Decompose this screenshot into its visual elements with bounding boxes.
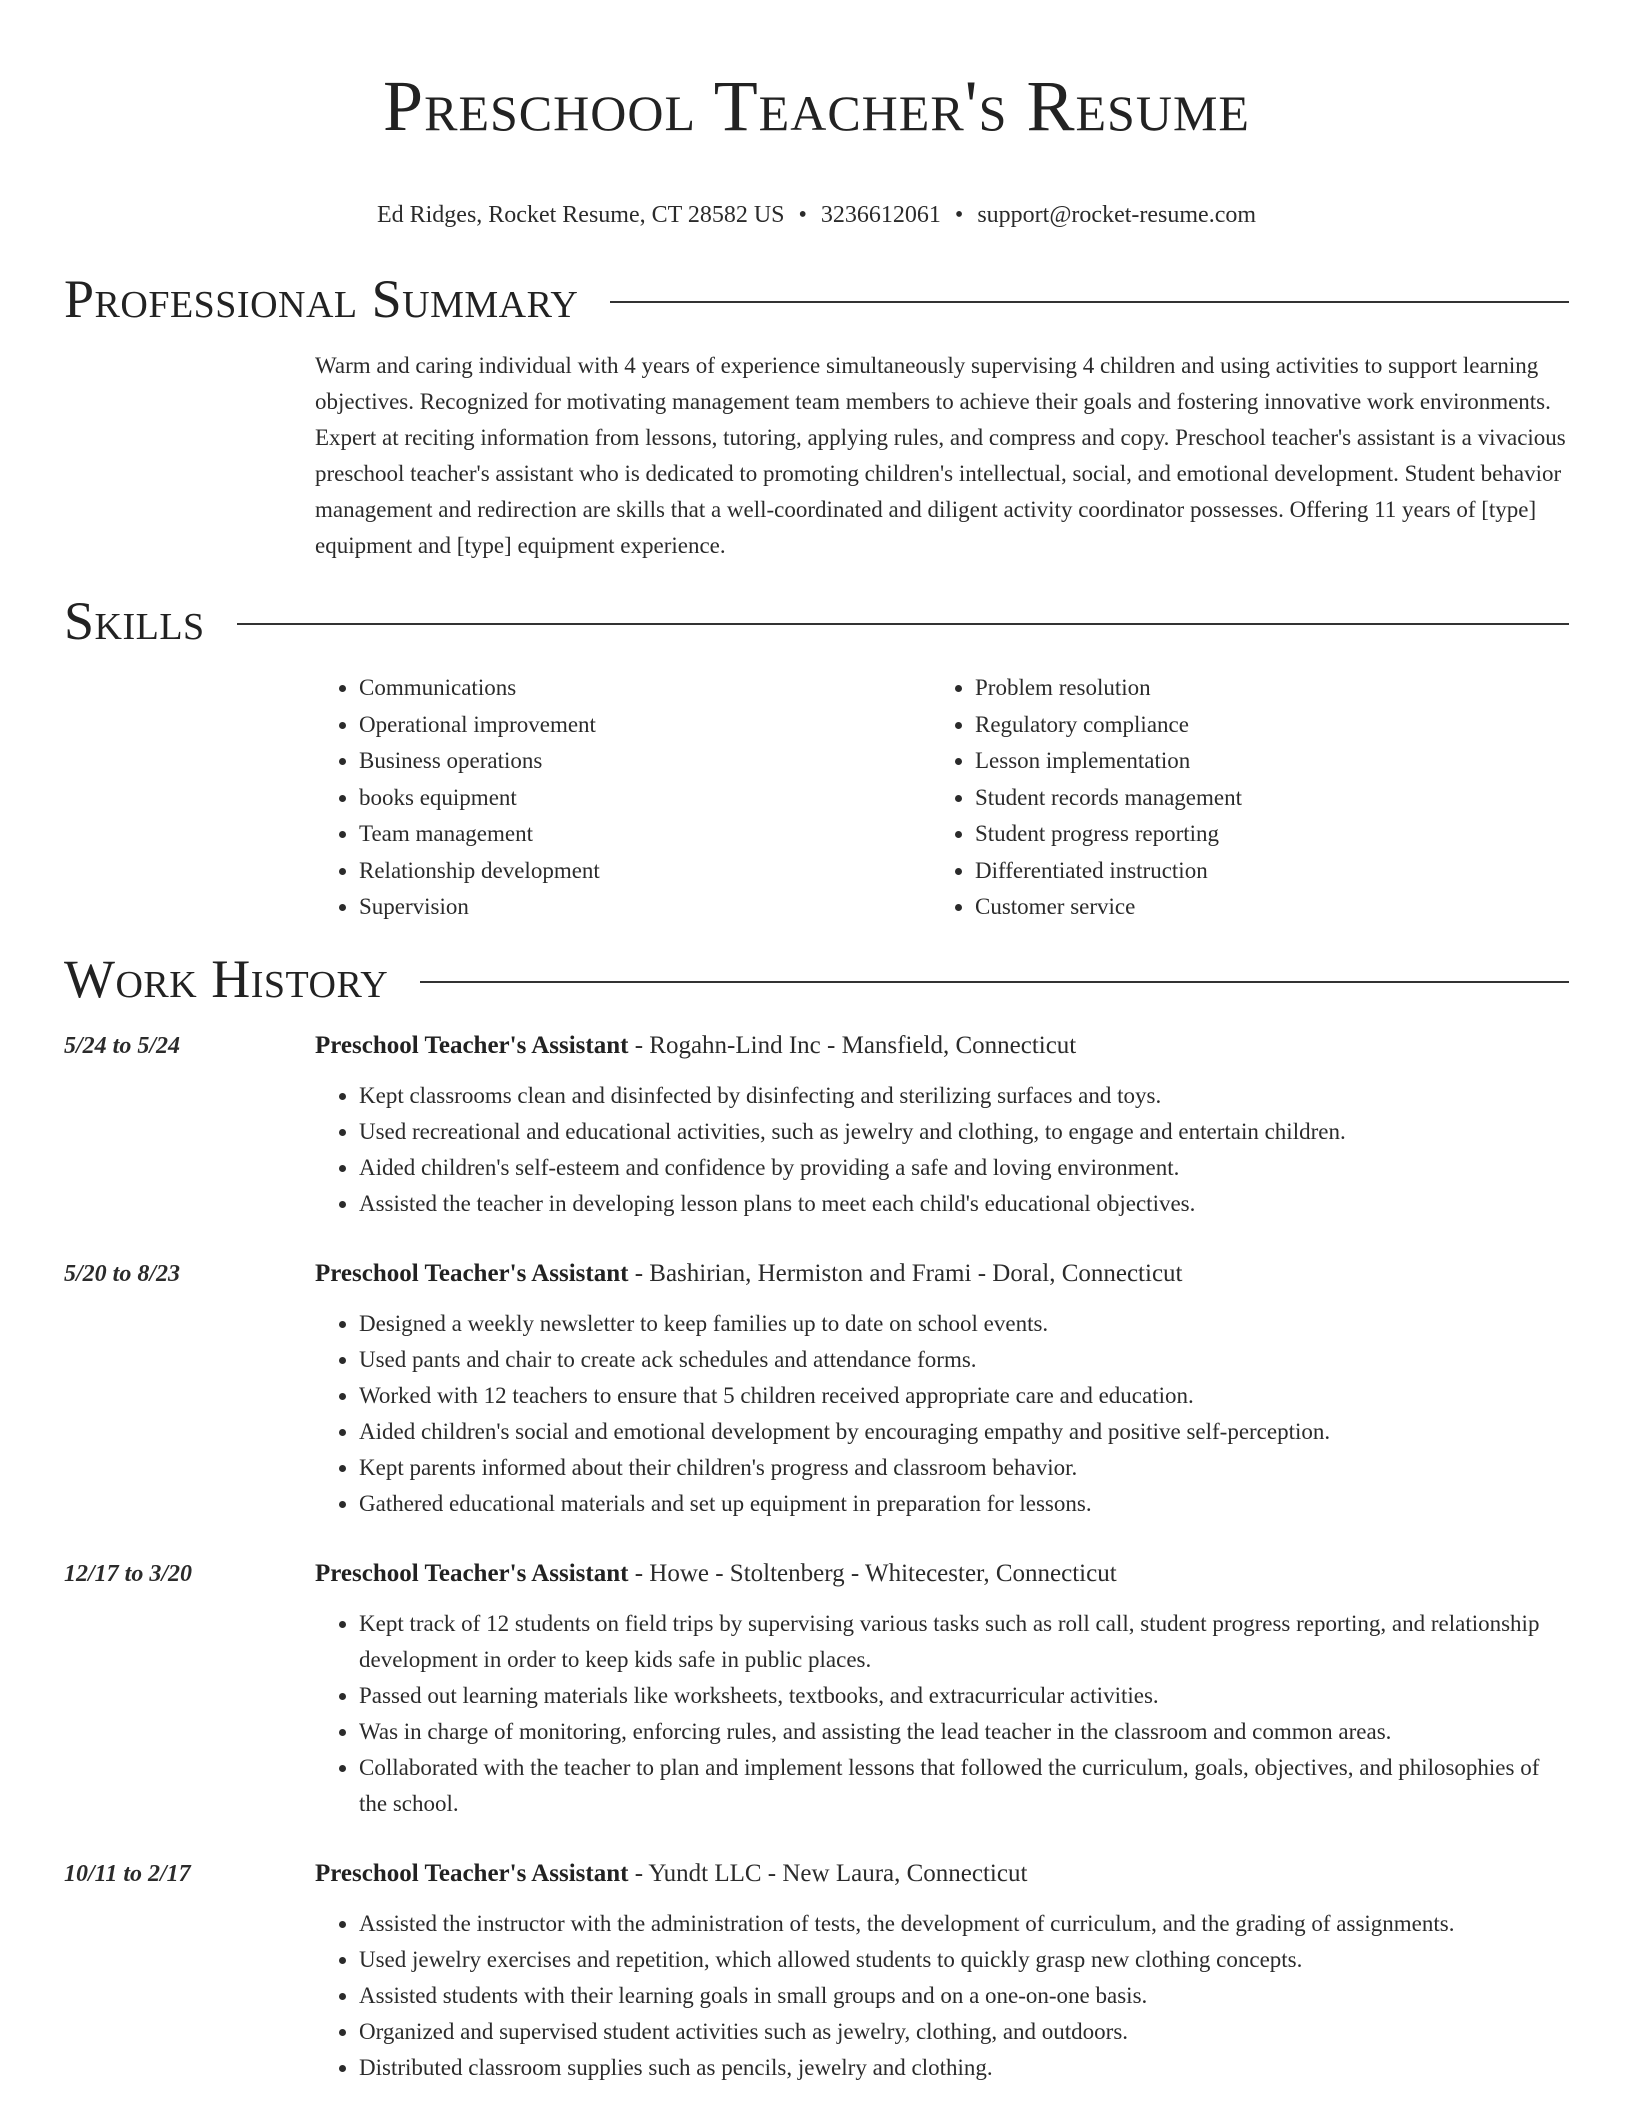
job-bullets [315, 1906, 1569, 2086]
summary-text: Warm and caring individual with 4 years of experience simultaneously supervising 4 children and using activities to support learning objectives. Recognized for motivating management team members to achieve their goals and fostering innovative work environments. Expert at reciting information from lessons, tutoring, applying rules, and compress and copy. Preschool teacher's assistant is a vivacious preschool teacher's assistant who is dedicated to promoting children's intellectual, social, and emotional development. Student behavior management and redirection are skills that a well-coordinated and diligent activity coordinator possesses. Offering 11 years of [type] equipment and [type] equipment experience. [315, 353, 1566, 558]
job-bullet: • Distributed classroom supplies such as pencils, jewelry and clothing. [359, 2050, 1569, 2086]
job-header [64, 1258, 1569, 1290]
skill-item: • Lesson implementation [975, 743, 1531, 780]
job-entry [64, 1258, 1569, 1522]
resume-title: Preschool Teacher's Resume [383, 66, 1250, 146]
skills-column-left [315, 670, 931, 926]
job-bullet: • Used pants and chair to create ack schedules and attendance forms. [359, 1342, 1569, 1378]
section-divider [420, 981, 1569, 983]
job-bullet: • Kept classrooms clean and disinfected by disinfecting and sterilizing surfaces and toys. [359, 1078, 1569, 1114]
skill-item: • Communications [359, 670, 931, 707]
job-dates: 5/20 to 8/23 [64, 1260, 181, 1287]
job-bullets [315, 1078, 1569, 1222]
job-bullet: • Was in charge of monitoring, enforcing rules, and assisting the lead teacher in the classroom and common areas. [359, 1714, 1569, 1750]
skill-item: • Team management [359, 816, 931, 853]
skill-item: • Student records management [975, 780, 1531, 817]
job-header [64, 1030, 1569, 1062]
job-entry [64, 1030, 1569, 1222]
contact-separator: • [798, 202, 807, 228]
job-bullet: • Designed a weekly newsletter to keep families up to date on school events. [359, 1306, 1569, 1342]
job-bullet: • Kept track of 12 students on field trips by supervising various tasks such as roll call, student progress reporting, and relationship development in order to keep kids safe in public places. [359, 1606, 1569, 1678]
job-bullet: • Assisted the teacher in developing lesson plans to meet each child's educational objectives. [359, 1186, 1569, 1222]
summary-heading: Professional Summary [64, 269, 579, 329]
skills-heading: Skills [64, 591, 205, 651]
skill-item: • Business operations [359, 743, 931, 780]
skill-item: • Customer service [975, 889, 1531, 926]
contact-phone: 3236612061 [820, 202, 941, 228]
job-employer: - Howe - Stoltenberg - Whitecester, Connecticut [628, 1559, 1117, 1587]
skills-column-right [931, 670, 1531, 926]
skill-item: • Supervision [359, 889, 931, 926]
job-employer: - Yundt LLC - New Laura, Connecticut [628, 1859, 1028, 1887]
job-bullet: • Gathered educational materials and set up equipment in preparation for lessons. [359, 1486, 1569, 1522]
job-bullet: • Used recreational and educational activities, such as jewelry and clothing, to engage and entertain children. [359, 1114, 1569, 1150]
contact-email: support@rocket-resume.com [977, 202, 1257, 228]
job-employer: - Bashirian, Hermiston and Frami - Doral, Connecticut [628, 1259, 1183, 1287]
skill-item: • Student progress reporting [975, 816, 1531, 853]
job-title: Preschool Teacher's Assistant [315, 1259, 629, 1287]
contact-separator: • [954, 202, 964, 228]
skill-item: • Relationship development [359, 853, 931, 890]
skill-item: • Problem resolution [975, 670, 1531, 707]
job-bullet: • Aided children's social and emotional development by encouraging empathy and positive self-perception. [359, 1414, 1569, 1450]
job-bullet: • Collaborated with the teacher to plan and implement lessons that followed the curriculum, goals, objectives, and philosophies of the school. [359, 1750, 1569, 1822]
summary-section-header [64, 268, 1569, 330]
skills-list [315, 670, 1569, 926]
job-bullet: • Kept parents informed about their children's progress and classroom behavior. [359, 1450, 1569, 1486]
skill-item: • Regulatory compliance [975, 707, 1531, 744]
job-entry [64, 1558, 1569, 1822]
skill-item: • Differentiated instruction [975, 853, 1531, 890]
section-divider [610, 301, 1569, 303]
section-divider [237, 623, 1569, 625]
skill-item: • Operational improvement [359, 707, 931, 744]
job-header [64, 1858, 1569, 1890]
job-bullet: • Organized and supervised student activities such as jewelry, clothing, and outdoors. [359, 2014, 1569, 2050]
job-bullet: • Aided children's self-esteem and confidence by providing a safe and loving environment. [359, 1150, 1569, 1186]
contact-name-address: Ed Ridges, Rocket Resume, CT 28582 US [376, 202, 785, 228]
job-bullets [315, 1606, 1569, 1822]
job-title: Preschool Teacher's Assistant [315, 1031, 629, 1059]
skill-item: • books equipment [359, 780, 931, 817]
job-dates: 12/17 to 3/20 [64, 1560, 193, 1587]
job-entry [64, 1858, 1569, 2086]
job-bullet: • Worked with 12 teachers to ensure that 5 children received appropriate care and education. [359, 1378, 1569, 1414]
job-bullet: • Assisted students with their learning goals in small groups and on a one-on-one basis. [359, 1978, 1569, 2014]
job-dates: 5/24 to 5/24 [64, 1032, 181, 1059]
job-title: Preschool Teacher's Assistant [315, 1859, 629, 1887]
job-header [64, 1558, 1569, 1590]
job-bullets [315, 1306, 1569, 1522]
job-employer: - Rogahn-Lind Inc - Mansfield, Connecticut [628, 1031, 1077, 1059]
work-heading: Work History [64, 948, 389, 1009]
job-bullet: • Passed out learning materials like worksheets, textbooks, and extracurricular activities. [359, 1678, 1569, 1714]
job-dates: 10/11 to 2/17 [64, 1860, 191, 1887]
job-title: Preschool Teacher's Assistant [315, 1559, 629, 1587]
skills-section-header [64, 590, 1569, 652]
job-bullet: • Assisted the instructor with the administration of tests, the development of curriculum, and the grading of assignments. [359, 1906, 1569, 1942]
contact-line [64, 200, 1569, 230]
work-section-header [64, 948, 1569, 1010]
job-bullet: • Used jewelry exercises and repetition, which allowed students to quickly grasp new clothing concepts. [359, 1942, 1569, 1978]
